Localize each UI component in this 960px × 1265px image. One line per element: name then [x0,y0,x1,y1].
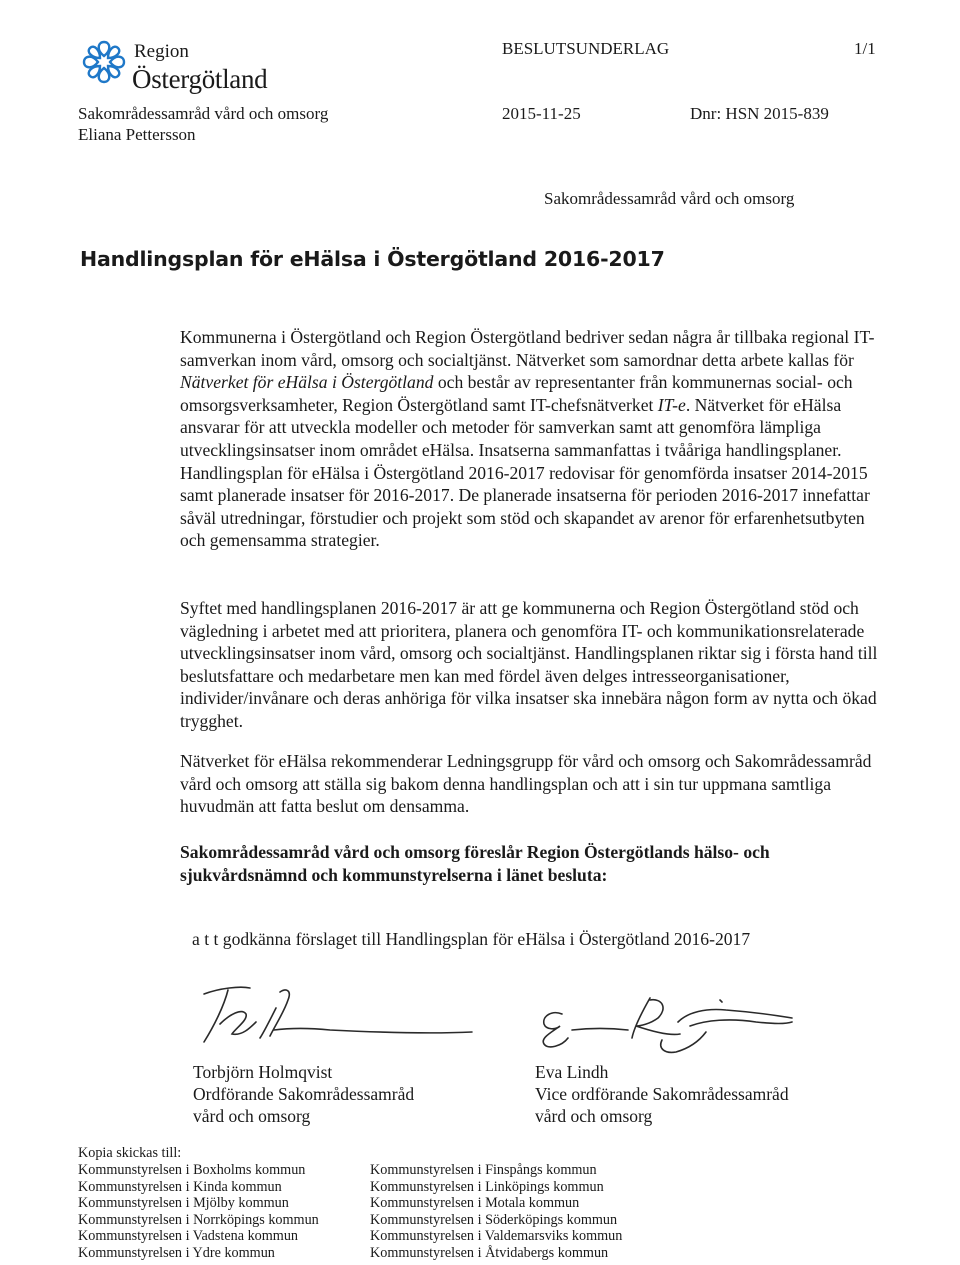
region-logo [78,28,318,98]
paragraph-recommendation [180,750,880,818]
paragraph-intro [180,326,880,552]
recipient: Sakområdessamråd vård och omsorg [544,189,795,208]
copy-recipient: Kommunstyrelsen i Åtvidabergs kommun [370,1244,609,1261]
decision [192,928,892,951]
copy-list-right [370,1162,622,1262]
copy-recipient: Kommunstyrelsen i Söderköpings kommun [370,1211,618,1228]
proposal-text: Sakområdessamråd vård och omsorg föreslår Region Östergötlands hälso- och sjukvårdsnämnd och kommunstyrelserna i länet besluta: [180,842,770,885]
copy-recipient: Kommunstyrelsen i Linköpings kommun [370,1178,604,1195]
copy-recipient: Kommunstyrelsen i Motala kommun [370,1195,580,1212]
sender-author: Eliana Pettersson [78,125,196,144]
copy-recipient: Kommunstyrelsen i Kinda kommun [78,1178,282,1195]
paragraph-purpose [180,597,880,733]
signatory-1 [193,1061,414,1127]
network-abbrev: IT-e [657,394,686,415]
purpose-text: Syftet med handlingsplanen 2016-2017 är att ge kommunerna och Region Östergötland stöd och vägledning i arbetet med att prioritera, planera och genomföra IT- och kommunikationsrelaterade utvecklingsinsatser inom vård, omsorg och socialtjänst. Handlingsplanen riktar sig i första hand till beslutsfattare och medarbetare men kan med fördel även delges intresseorganisationer, individer/invånare och deras anhöriga för vilka insatser ska innebära någon form av nytta och ökad trygghet. [180,598,878,731]
copy-recipient: Kommunstyrelsen i Norrköpings kommun [78,1211,319,1228]
signatory-2-role-cont: vård och omsorg [535,1106,653,1126]
signatory-2 [535,1061,789,1127]
signatory-2-role: Vice ordförande Sakområdessamråd [535,1084,789,1104]
page-number: 1/1 [854,39,876,58]
document-date: 2015-11-25 [502,104,581,123]
signatory-1-role: Ordförande Sakområdessamråd [193,1084,415,1104]
logo-line-1: Region [134,41,189,62]
copy-list-left [78,1162,319,1262]
flower-logo-icon [78,36,130,88]
signatory-1-name: Torbjörn Holmqvist [193,1062,333,1082]
recommendation-text: Nätverket för eHälsa rekommenderar Ledningsgrupp för vård och omsorg och Sakområdessamråd vård och omsorg att ställa sig bakom denna handlingsplan och att i sin tur uppmana samtliga huvudmän att fatta beslut om densamma. [180,751,872,817]
page-title: Handlingsplan för eHälsa i Östergötland 2016-2017 [80,247,665,271]
copy-recipient: Kommunstyrelsen i Mjölby kommun [78,1195,289,1212]
logo-line-2: Östergötland [132,64,268,94]
document-dnr: Dnr: HSN 2015-839 [690,104,829,123]
sender-unit: Sakområdessamråd vård och omsorg [78,104,329,123]
decision-text: a t t godkänna förslaget till Handlingsplan för eHälsa i Östergötland 2016-2017 [192,929,751,949]
intro-text-3: . Nätverket för eHälsa ansvarar för att utveckla modeller och metoder för samverkan samt att genomföra lämpliga utvecklingsinsatser inom området eHälsa. Insatserna sammanfattas i tvååriga handlingsplaner. Handlingsplan för eHälsa i Östergötland 2016-2017 redovisar för genomförda insatser 2014-2015 samt planerade insatser för 2016-2017. De planerade insatserna för perioden 2016-2017 innefattar såväl utredningar, förstudier och projekt som stöd och skapandet av arenor för erfarenhetsutbyten och gemensamma strategier. [180,394,870,551]
document-type: BESLUTSUNDERLAG [502,39,670,58]
copy-recipient: Kommunstyrelsen i Valdemarsviks kommun [370,1228,623,1245]
signature-holmqvist [190,978,480,1058]
copy-label: Kopia skickas till: [78,1145,182,1161]
intro-text-2: och består av representanter från kommunernas social- och omsorgsverksamheter, Region Östergötland samt IT-chefsnätverket [180,372,853,415]
intro-text-1: Kommunerna i Östergötland och Region Östergötland bedriver sedan några år tillbaka regional IT-samverkan inom vård, omsorg och socialtjänst. Nätverket som samordnar detta arbete kallas för [180,327,875,370]
signatory-2-name: Eva Lindh [535,1062,609,1082]
copy-recipient: Kommunstyrelsen i Vadstena kommun [78,1228,299,1245]
proposal [180,841,860,886]
signature-lindh [530,988,800,1064]
signatory-1-role-cont: vård och omsorg [193,1106,311,1126]
network-name: Nätverket för eHälsa i Östergötland [180,372,434,393]
copy-recipient: Kommunstyrelsen i Boxholms kommun [78,1162,306,1178]
copy-recipient: Kommunstyrelsen i Finspångs kommun [370,1162,597,1178]
copy-recipient: Kommunstyrelsen i Ydre kommun [78,1244,275,1261]
